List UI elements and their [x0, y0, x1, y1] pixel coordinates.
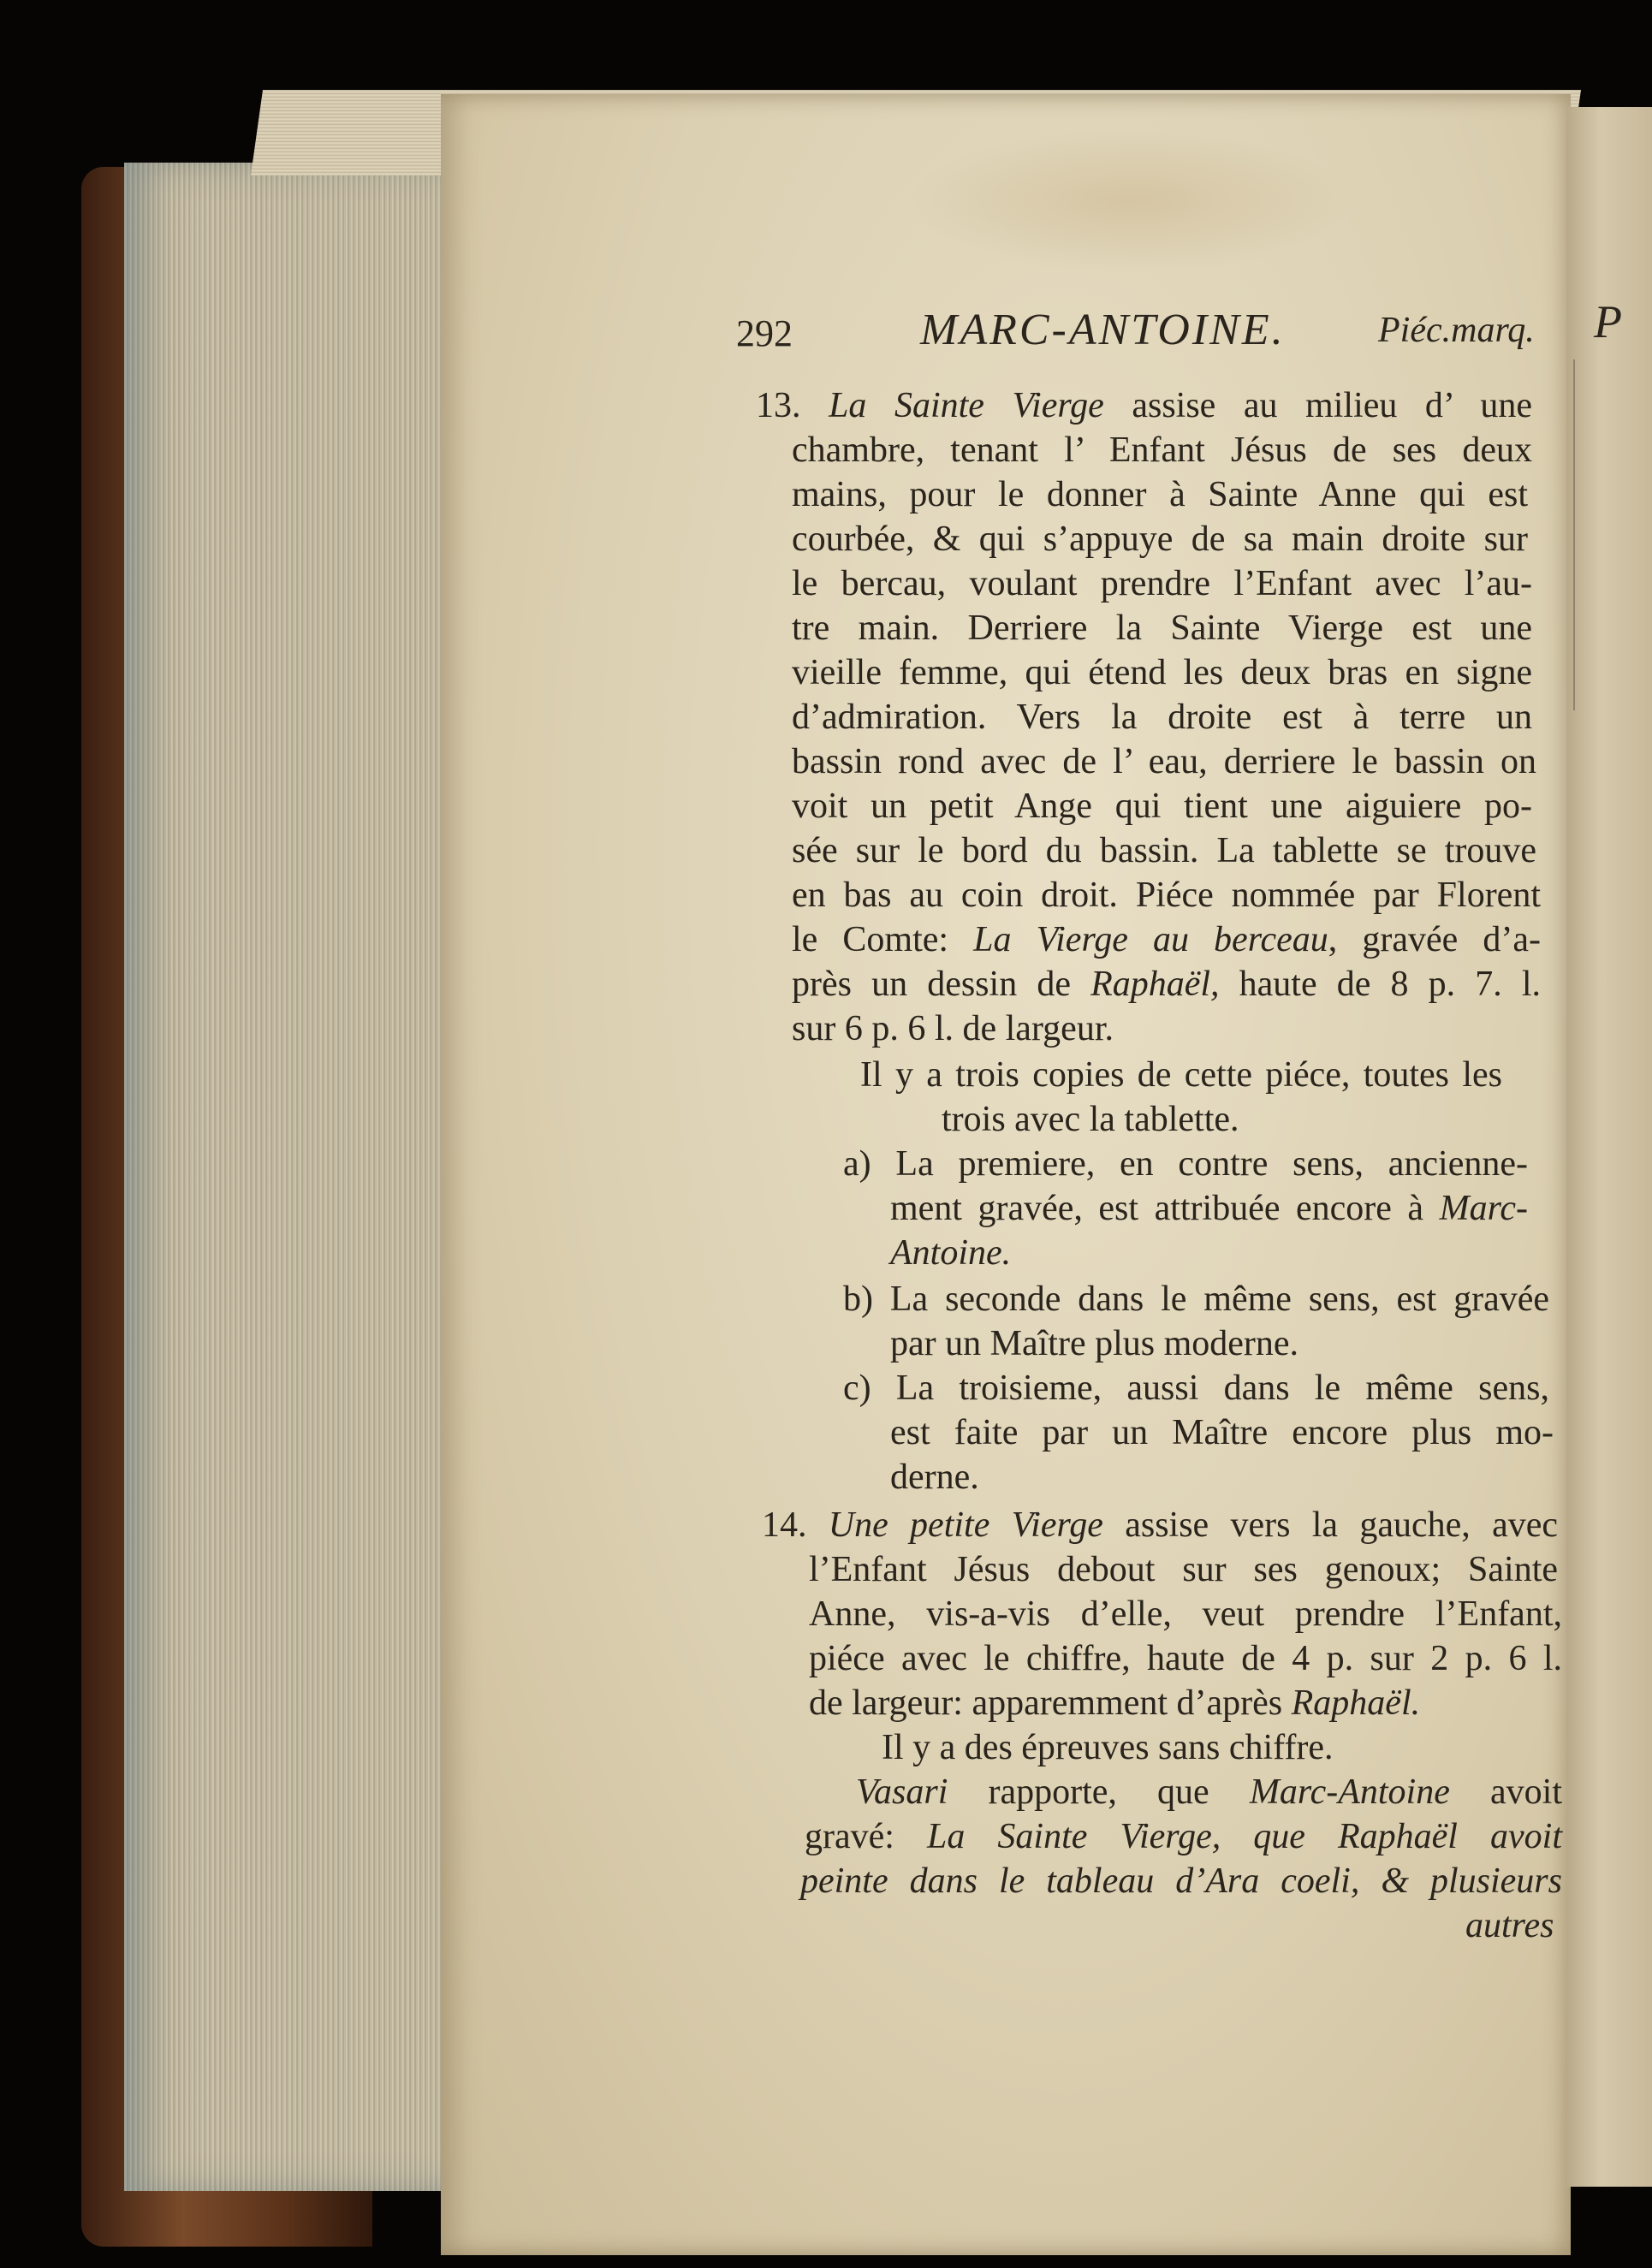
text-line: Il y a trois copies de cette piéce, toutes les: [860, 1055, 1502, 1095]
text-line: par un Maître plus moderne.: [890, 1324, 1299, 1363]
facing-page-letter: P: [1594, 296, 1622, 347]
text-line: en bas au coin droit. Piéce nommée par Florent: [792, 876, 1541, 915]
running-head-section: Piéc.marq.: [1378, 311, 1535, 350]
text-line: d’admiration. Vers la droite est à terre un: [792, 698, 1532, 737]
text-line: 13. La Sainte Vierge assise au milieu d’ une: [756, 386, 1532, 425]
text-line: de largeur: apparemment d’après Raphaël.: [809, 1683, 1421, 1723]
text-line: est faite par un Maître encore plus mo-: [890, 1413, 1554, 1452]
catchword: autres: [1465, 1906, 1554, 1945]
running-head-title: MARC-ANTOINE.: [920, 306, 1286, 354]
text-line: bassin rond avec de l’ eau, derriere le bassin on: [792, 742, 1536, 781]
page-number: 292: [736, 312, 793, 354]
text-line: voit un petit Ange qui tient une aiguiere po-: [792, 787, 1532, 826]
text-line: mains, pour le donner à Sainte Anne qui est: [792, 475, 1528, 514]
text-line: Antoine.: [890, 1233, 1012, 1273]
text-line: ment gravée, est attribuée encore à Marc-: [890, 1189, 1528, 1228]
text-line: Vasari rapporte, que Marc-Antoine avoit: [856, 1772, 1562, 1812]
text-line: l’Enfant Jésus debout sur ses genoux; Sainte: [809, 1550, 1558, 1589]
text-line: sur 6 p. 6 l. de largeur.: [792, 1009, 1114, 1048]
text-line: tre main. Derriere la Sainte Vierge est une: [792, 609, 1532, 648]
text-line: chambre, tenant l’ Enfant Jésus de ses deux: [792, 430, 1532, 470]
text-line: b) La seconde dans le même sens, est gravée: [843, 1279, 1549, 1319]
text-line: Anne, vis-a-vis d’elle, veut prendre l’Enfant,: [809, 1594, 1562, 1634]
text-line: peinte dans le tableau d’Ara coeli, & plusieurs: [800, 1861, 1562, 1901]
text-line: piéce avec le chiffre, haute de 4 p. sur 2 p. 6 l.: [809, 1639, 1562, 1678]
text-line: derne.: [890, 1458, 979, 1497]
text-line: c) La troisieme, aussi dans le même sens,: [843, 1369, 1549, 1408]
text-line: trois avec la tablette.: [942, 1100, 1239, 1139]
text-line: 14. Une petite Vierge assise vers la gauche, avec: [762, 1505, 1558, 1545]
text-line: gravé: La Sainte Vierge, que Raphaël avoit: [805, 1817, 1562, 1856]
text-line: près un dessin de Raphaël, haute de 8 p. 7. l.: [792, 965, 1541, 1004]
text-line: courbée, & qui s’appuye de sa main droite sur: [792, 520, 1528, 559]
text-line: sée sur le bord du bassin. La tablette se trouve: [792, 831, 1536, 870]
text-line: vieille femme, qui étend les deux bras en signe: [792, 653, 1532, 692]
text-line: le Comte: La Vierge au berceau, gravée d’a-: [792, 920, 1541, 959]
text-line: Il y a des épreuves sans chiffre.: [882, 1728, 1334, 1767]
text-line: a) La premiere, en contre sens, ancienne-: [843, 1144, 1528, 1184]
text-line: le bercau, voulant prendre l’Enfant avec l’au-: [792, 564, 1532, 603]
